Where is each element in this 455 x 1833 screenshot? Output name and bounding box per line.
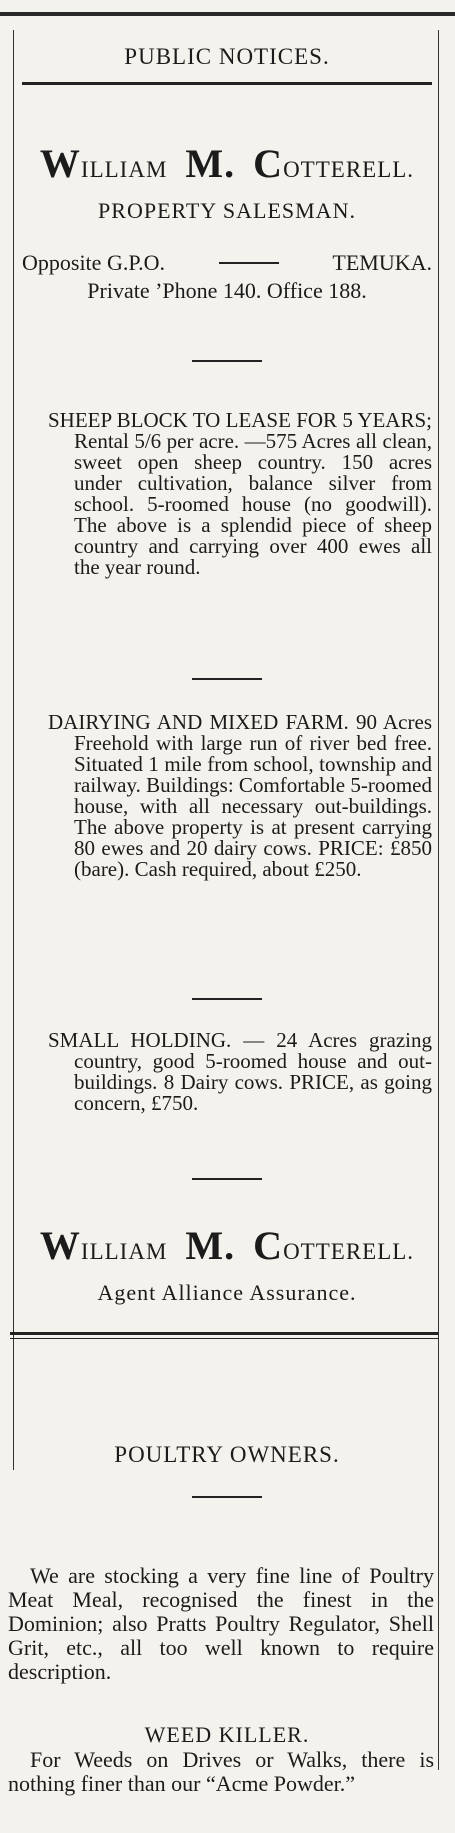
name-middle: M.: [185, 1223, 236, 1268]
weed-killer-title: WEED KILLER.: [144, 1722, 310, 1747]
footer-advertiser-name: [22, 1222, 432, 1269]
top-rule: [0, 12, 455, 16]
address-line: [22, 250, 432, 276]
name-initial: W: [39, 141, 81, 186]
separator: [22, 1178, 432, 1180]
separator: [22, 360, 432, 362]
listing-text: DAIRYING AND MIXED FARM. 90 Acres Freehold with large run of river bed free. Situated 1 mile from school, township and railway. Buildings: Comfortable 5-roomed house, with all necessary out-buildings. The above property is at present carrying 80 ewes and 20 dairy cows. PRICE: £850 (bare). Cash required, about £250.: [48, 710, 432, 881]
weed-killer-body: [8, 1748, 434, 1796]
header-rule: [22, 82, 432, 85]
section-title: PUBLIC NOTICES.: [124, 44, 330, 69]
name-initial: W: [39, 1223, 81, 1268]
separator: [22, 1496, 432, 1498]
listing-text: SMALL HOLDING. — 24 Acres grazing country, good 5-roomed house and out-buildings. 8 Dairy cows. PRICE, as going concern, £750.: [48, 1028, 432, 1115]
separator: [22, 998, 432, 1000]
name-last-initial: C: [253, 1223, 284, 1268]
advertiser-name: [22, 140, 432, 187]
name-middle: M.: [185, 141, 236, 186]
section-divider: [10, 1332, 438, 1339]
separator: [22, 678, 432, 680]
advertiser-role: PROPERTY SALESMAN.: [98, 198, 356, 223]
left-column-rule: [13, 30, 14, 1470]
address-dash: [219, 262, 279, 264]
listing-text: SHEEP BLOCK TO LEASE FOR 5 YEARS; Rental 5/6 per acre. —575 Acres all clean, sweet open sheep country. 150 acres under cultivation, balance silver from school. 5-roomed house (no goodwill). The above is a splendid piece of sheep country and carrying over 400 ewes all the year round.: [48, 408, 432, 579]
poultry-body: [8, 1564, 434, 1684]
phone-line: Private ’Phone 140. Office 188.: [87, 278, 367, 303]
listing-dairying-farm: [48, 712, 432, 880]
listing-small-holding: [48, 1030, 432, 1114]
name-first: ILLIAM: [80, 157, 168, 182]
right-column-rule: [438, 30, 439, 1770]
weed-killer-text: For Weeds on Drives or Walks, there is nothing finer than our “Acme Powder.”: [8, 1747, 434, 1796]
poultry-text: We are stocking a very fine line of Poultry Meat Meal, recognised the finest in the Dominion; also Pratts Poultry Regulator, Shell Grit, etc., all too well known to require description.: [8, 1563, 434, 1684]
address-left: Opposite G.P.O.: [22, 250, 166, 275]
name-last: OTTERELL.: [283, 157, 415, 182]
address-right: TEMUKA.: [332, 250, 432, 275]
footer-role: Agent Alliance Assurance.: [97, 1280, 357, 1305]
name-first: ILLIAM: [80, 1239, 168, 1264]
listing-sheep-block: [48, 410, 432, 578]
name-last: OTTERELL.: [283, 1239, 415, 1264]
name-last-initial: C: [253, 141, 284, 186]
poultry-title: POULTRY OWNERS.: [114, 1442, 340, 1467]
